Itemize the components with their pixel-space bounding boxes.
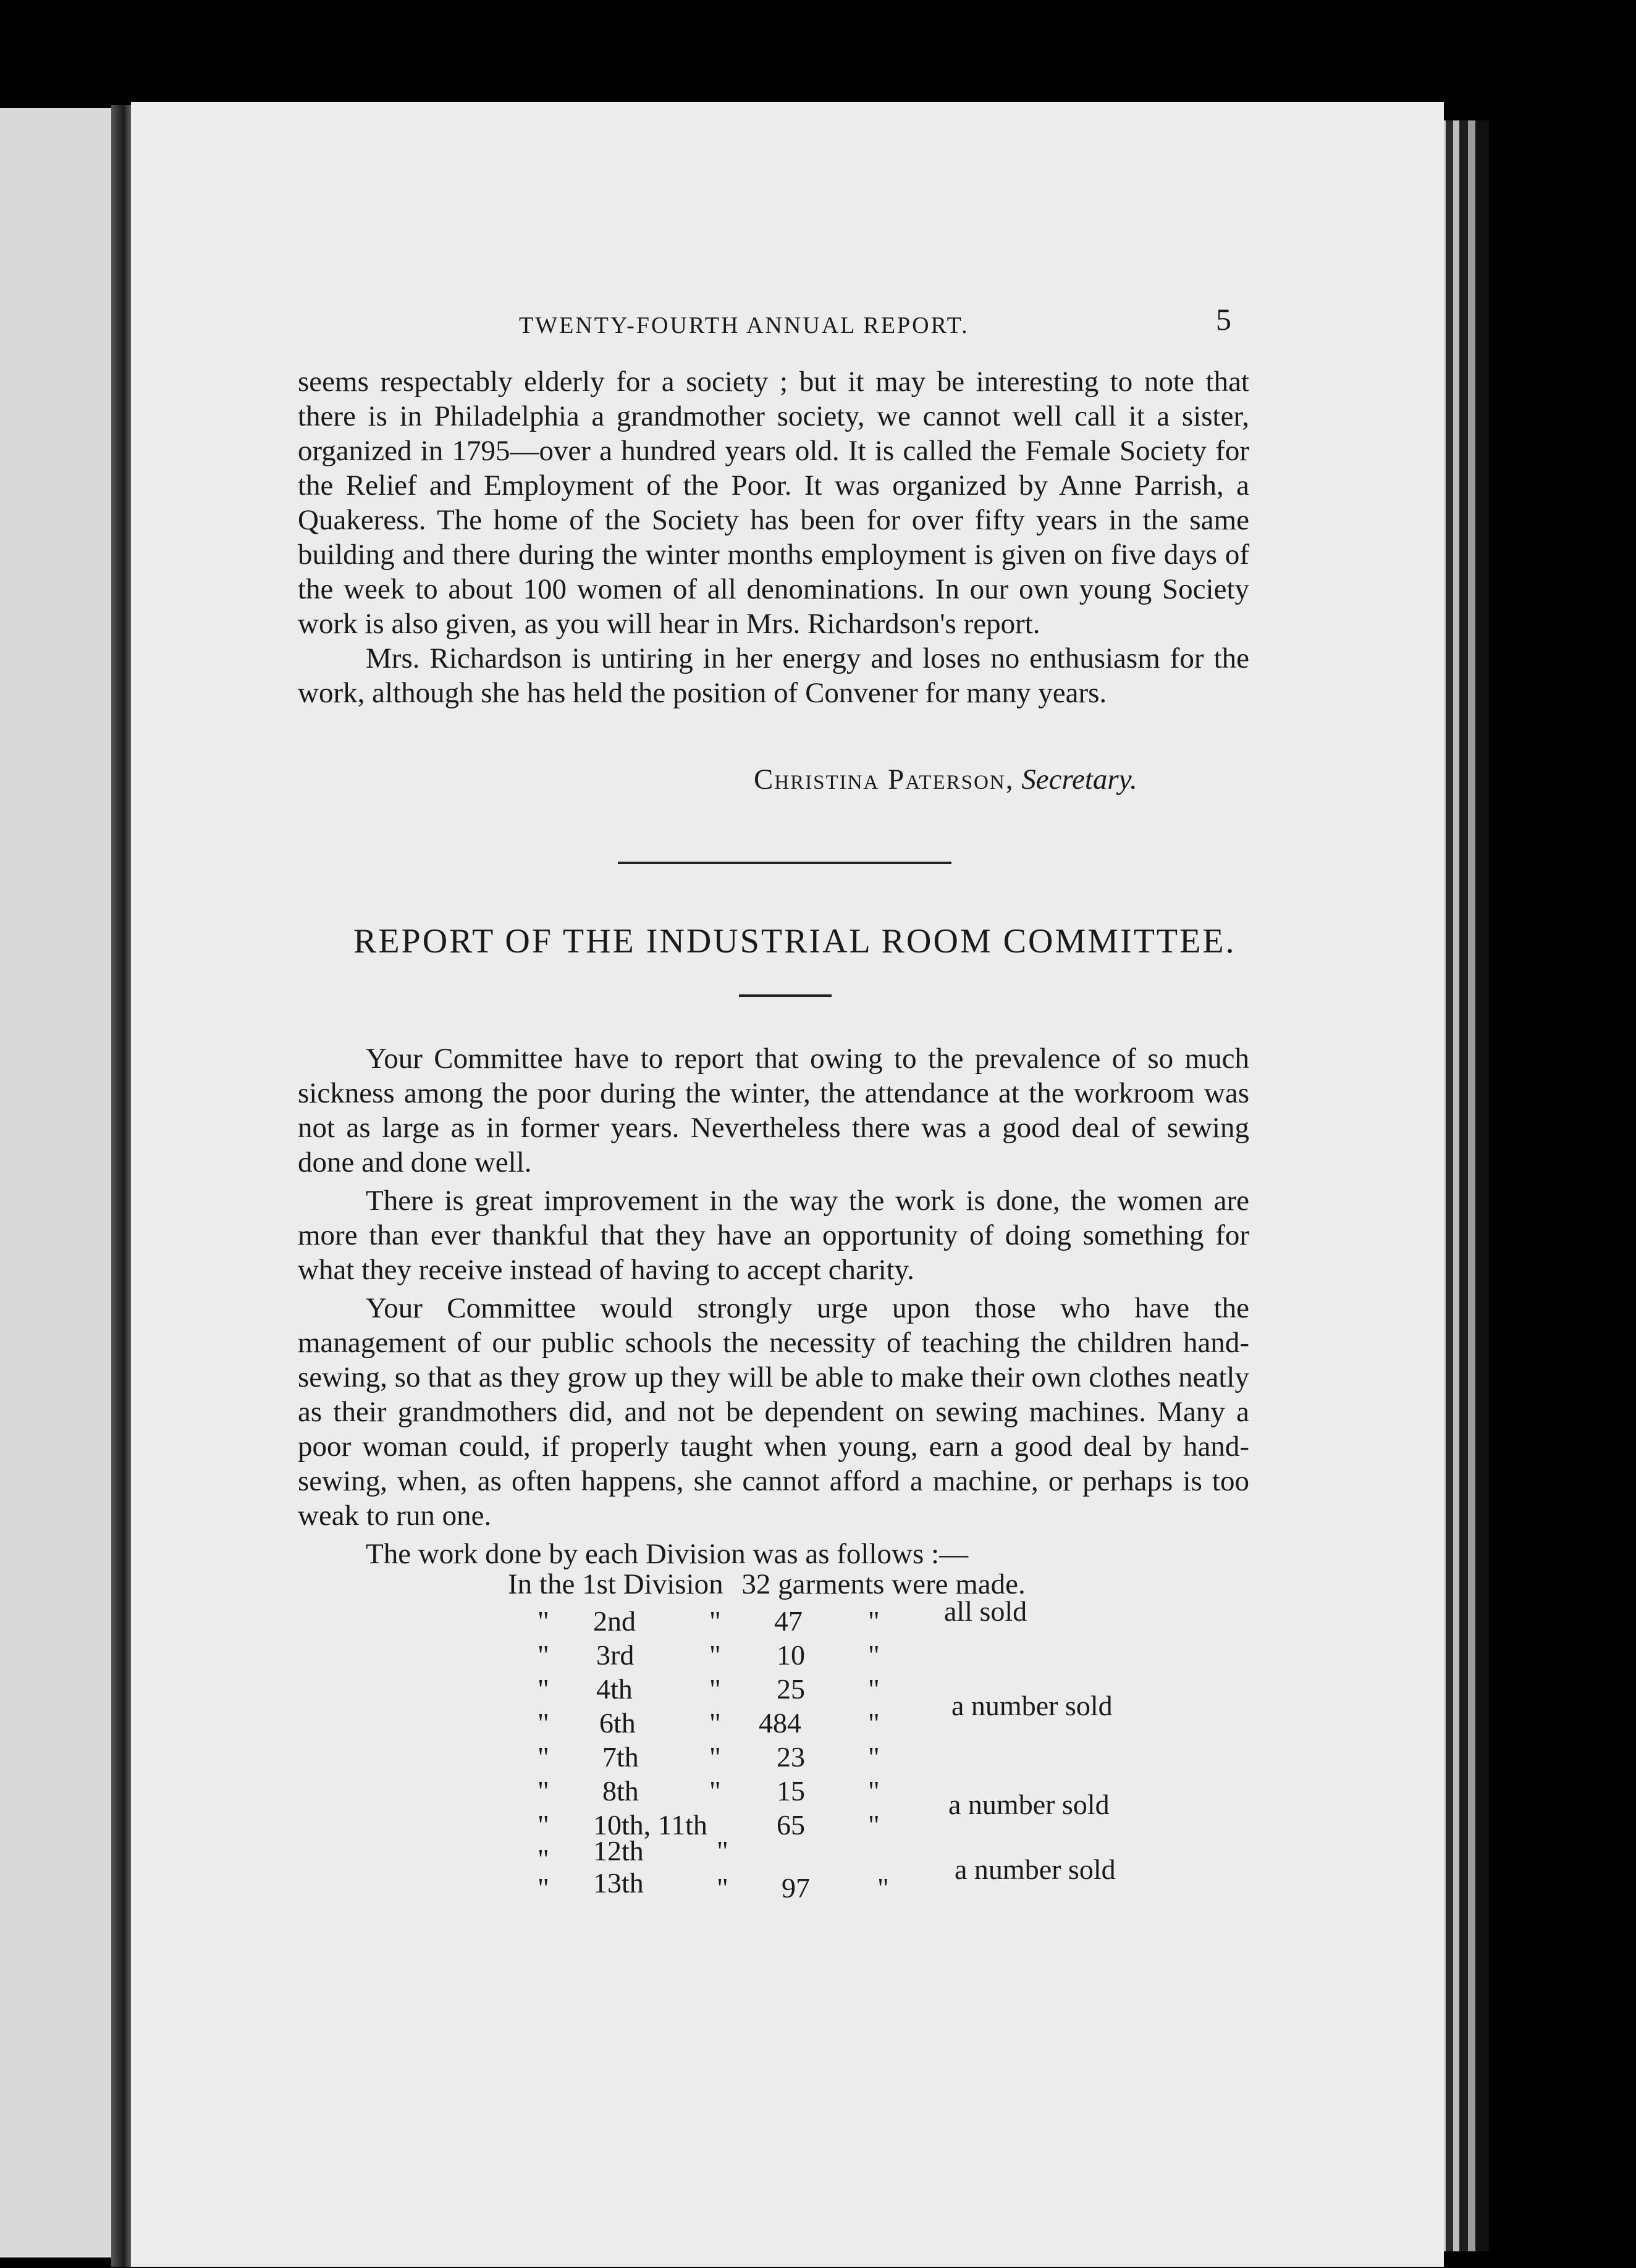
industrial-paragraph-4: The work done by each Division was as follows :— [366, 1538, 969, 1570]
table-header-division-word: Division [623, 1568, 723, 1600]
ditto-mark: " [709, 1775, 721, 1807]
division-cell: 7th [602, 1741, 639, 1773]
ditto-mark: " [868, 1707, 880, 1739]
ditto-mark: " [868, 1673, 880, 1705]
ditto-mark: " [868, 1775, 880, 1807]
industrial-paragraph-1: Your Committee have to report that owing to the prevalence of so much sickness among the poor during the winter, the attendance at the workroom was not as large as in former years. Nevertheless there was a good deal of sewing done and done well. [298, 1043, 1249, 1178]
ditto-mark: " [538, 1872, 549, 1904]
division-cell: 4th [596, 1673, 633, 1705]
book-fore-edge [1440, 120, 1489, 2251]
division-cell: 2nd [593, 1605, 636, 1637]
signature-role: Secretary. [1021, 763, 1137, 796]
table-header-division: 1st [582, 1568, 616, 1600]
ditto-mark: " [717, 1835, 728, 1867]
ditto-mark: " [709, 1605, 721, 1637]
division-cell: 10th, 11th [593, 1809, 707, 1841]
section-divider [618, 862, 951, 864]
ditto-mark: " [538, 1673, 549, 1705]
ditto-mark: " [538, 1809, 549, 1841]
count-cell: 65 [777, 1809, 805, 1841]
count-cell: 97 [782, 1872, 810, 1904]
count-cell: 10 [777, 1639, 805, 1671]
page-number: 5 [1216, 302, 1231, 337]
ditto-mark: " [538, 1707, 549, 1739]
industrial-paragraph-2: There is great improvement in the way the work is done, the women are more than ever thankful that they have an opportunity of doing something for what they receive instead of having to accept charity. [298, 1185, 1249, 1286]
division-cell: 6th [599, 1707, 636, 1739]
ditto-mark: " [538, 1605, 549, 1637]
ditto-mark: " [868, 1741, 880, 1773]
division-cell: 12th [593, 1835, 644, 1867]
ditto-mark: " [538, 1775, 549, 1807]
ditto-mark: " [709, 1673, 721, 1705]
division-cell: 8th [602, 1775, 639, 1807]
continued-paragraph-2: Mrs. Richardson is untiring in her energy and loses no enthusiasm for the work, although she has held the position of Convener for many years. [298, 642, 1249, 709]
facing-page-edge [0, 108, 117, 2258]
ditto-mark: " [868, 1605, 880, 1637]
note-cell: a number sold [948, 1789, 1110, 1820]
ditto-mark: " [717, 1872, 728, 1904]
ditto-mark: " [709, 1639, 721, 1671]
section-title: REPORT OF THE INDUSTRIAL ROOM COMMITTEE. [353, 922, 1236, 960]
ditto-mark: " [538, 1843, 549, 1875]
count-cell: 484 [759, 1707, 801, 1739]
ditto-mark: " [868, 1639, 880, 1671]
ditto-mark: " [709, 1741, 721, 1773]
ditto-mark: " [538, 1639, 549, 1671]
note-cell: a number sold [955, 1854, 1116, 1885]
note-cell: a number sold [951, 1690, 1113, 1721]
continued-report-section [298, 364, 1249, 710]
count-cell: 15 [777, 1775, 805, 1807]
continued-paragraph-1: seems respectably elderly for a society ; but it may be interesting to note that there is in Philadelphia a grandmother society, we cannot well call it a sister, organized in 1795—over a hundred years old. It is called the Female Society for the Relief and Employment of the Poor. It was organized by Anne Parrish, a Quakeress. The home of the Society has been for over fifty years in the same building and there during the winter months employment is given on five days of the week to about 100 women of all denominations. In our own young Society work is also given, as you will hear in Mrs. Richardson's report. [298, 366, 1249, 640]
industrial-paragraph-3: Your Committee would strongly urge upon those who have the management of our public schools the necessity of teaching the children hand-sewing, so that as they grow up they will be able to make their own clothes neatly as their grandmothers did, and not be dependent on sewing machines. Many a poor woman could, if properly taught when young, earn a good deal by hand-sewing, when, as often happens, she cannot afford a machine, or perhaps is too weak to run one. [298, 1292, 1249, 1532]
signature-line [754, 763, 1137, 796]
count-cell: 47 [774, 1605, 803, 1637]
ditto-mark: " [538, 1741, 549, 1773]
ditto-mark: " [709, 1707, 721, 1739]
running-title: TWENTY-FOURTH ANNUAL REPORT. [519, 313, 969, 338]
table-header-count: 32 [741, 1568, 771, 1600]
industrial-report-body [298, 1041, 1249, 1571]
count-cell: 23 [777, 1741, 805, 1773]
division-cell: 3rd [596, 1639, 635, 1671]
signature-name: Christina Paterson, [754, 763, 1014, 796]
division-cell: 13th [593, 1867, 644, 1899]
ditto-mark: " [868, 1809, 880, 1841]
table-header-suffix: garments were made. [778, 1568, 1026, 1600]
count-cell: 25 [777, 1673, 805, 1705]
note-cell: all sold [944, 1595, 1027, 1627]
ditto-mark: " [877, 1872, 889, 1904]
table-header-prefix: In the [508, 1568, 575, 1600]
title-underline [739, 994, 832, 997]
